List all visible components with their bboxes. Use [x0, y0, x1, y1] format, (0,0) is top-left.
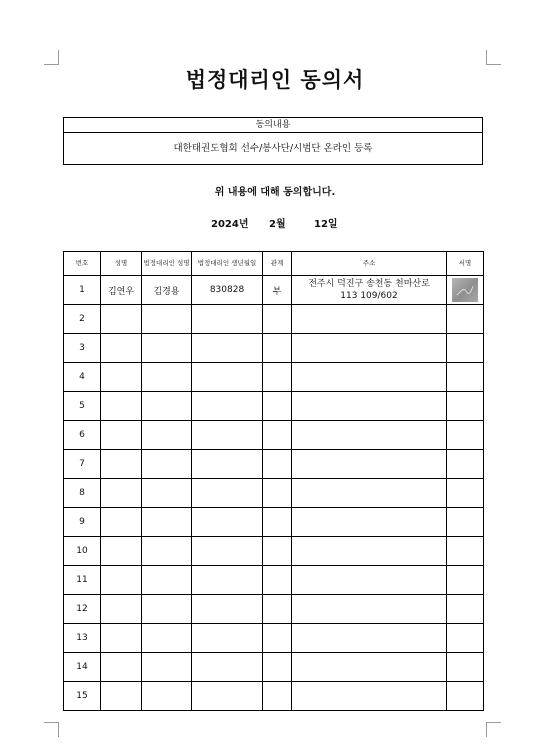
table-row [64, 537, 484, 566]
row-no-cell: 3 [64, 334, 101, 363]
table-row [64, 450, 484, 479]
signature-image [452, 278, 478, 302]
row-guardian-birth-cell [192, 392, 263, 421]
table-row [64, 334, 484, 363]
table-row [64, 363, 484, 392]
row-guardian-birth-cell [192, 537, 263, 566]
row-relation-cell [263, 653, 292, 682]
row-guardian-name-cell [142, 305, 192, 334]
row-guardian-name-cell [142, 363, 192, 392]
row-signature-cell [447, 334, 484, 363]
row-relation-cell [263, 537, 292, 566]
row-no-cell: 6 [64, 421, 101, 450]
row-name-cell [101, 305, 142, 334]
row-no-cell: 10 [64, 537, 101, 566]
row-guardian-name-cell [142, 334, 192, 363]
row-relation-cell [263, 305, 292, 334]
row-guardian-name-cell [142, 421, 192, 450]
row-guardian-birth-cell: 830828 [192, 276, 263, 305]
row-guardian-birth-cell [192, 682, 263, 711]
row-signature-cell [447, 624, 484, 653]
row-relation-cell: 부 [263, 276, 292, 305]
col-header-guardian-name: 법정대리인 성명 [142, 252, 192, 276]
row-name-cell [101, 682, 142, 711]
crop-mark-top-left [44, 50, 59, 65]
col-header-relation: 관계 [263, 252, 292, 276]
row-address-cell [292, 508, 447, 537]
col-header-signature: 서명 [447, 252, 484, 276]
table-row [64, 653, 484, 682]
row-guardian-name-cell [142, 653, 192, 682]
row-guardian-birth-cell [192, 450, 263, 479]
row-name-cell [101, 479, 142, 508]
col-header-address: 주소 [292, 252, 447, 276]
row-signature-cell [447, 392, 484, 421]
row-guardian-birth-cell [192, 566, 263, 595]
row-no-cell: 14 [64, 653, 101, 682]
date-year: 2024년 [211, 219, 249, 230]
row-address-cell [292, 392, 447, 421]
row-address-cell [292, 566, 447, 595]
row-name-cell [101, 421, 142, 450]
row-no-cell: 2 [64, 305, 101, 334]
row-no-cell: 13 [64, 624, 101, 653]
row-relation-cell [263, 392, 292, 421]
table-row [64, 566, 484, 595]
row-relation-cell [263, 479, 292, 508]
consent-box [63, 117, 483, 165]
row-signature-cell [447, 305, 484, 334]
consent-header: 동의내용 [64, 118, 482, 133]
row-name-cell [101, 334, 142, 363]
row-name-cell [101, 624, 142, 653]
table-row [64, 276, 484, 305]
row-guardian-name-cell [142, 566, 192, 595]
table-row [64, 595, 484, 624]
row-name-cell [101, 653, 142, 682]
row-signature-cell [447, 566, 484, 595]
row-name-cell [101, 566, 142, 595]
row-guardian-name-cell [142, 392, 192, 421]
row-no-cell: 15 [64, 682, 101, 711]
row-signature-cell [447, 421, 484, 450]
row-relation-cell [263, 450, 292, 479]
row-guardian-name-cell [142, 479, 192, 508]
row-signature-cell [447, 508, 484, 537]
row-no-cell: 11 [64, 566, 101, 595]
row-guardian-name-cell [142, 450, 192, 479]
row-signature-cell [447, 363, 484, 392]
row-name-cell [101, 537, 142, 566]
row-relation-cell [263, 624, 292, 653]
row-name-cell [101, 595, 142, 624]
row-no-cell: 1 [64, 276, 101, 305]
table-body [64, 276, 484, 711]
row-address-cell [292, 334, 447, 363]
row-signature-cell [447, 450, 484, 479]
row-name-cell [101, 508, 142, 537]
row-signature-cell [447, 537, 484, 566]
row-signature-cell [447, 276, 484, 305]
row-signature-cell [447, 479, 484, 508]
row-relation-cell [263, 508, 292, 537]
document-title: 법정대리인 동의서 [185, 68, 365, 92]
col-header-no: 번호 [64, 252, 101, 276]
guardian-table [63, 251, 484, 711]
row-address-cell [292, 537, 447, 566]
row-name-cell [101, 363, 142, 392]
table-row [64, 479, 484, 508]
row-no-cell: 8 [64, 479, 101, 508]
consent-body: 대한태권도협회 선수/봉사단/시범단 온라인 등록 [173, 143, 373, 154]
row-guardian-birth-cell [192, 334, 263, 363]
date-line [0, 215, 550, 229]
row-guardian-birth-cell [192, 624, 263, 653]
row-no-cell: 9 [64, 508, 101, 537]
agree-statement: 위 내용에 대해 동의합니다. [214, 187, 336, 198]
row-guardian-birth-cell [192, 479, 263, 508]
date-month: 2월 [269, 219, 286, 230]
row-name-cell [101, 450, 142, 479]
row-name-cell: 김연우 [101, 276, 142, 305]
row-address-cell [292, 363, 447, 392]
row-address-cell [292, 305, 447, 334]
address-line-2: 113 109/602 [340, 291, 398, 301]
row-relation-cell [263, 595, 292, 624]
row-address-cell [292, 653, 447, 682]
row-signature-cell [447, 682, 484, 711]
row-address-cell [292, 682, 447, 711]
row-guardian-birth-cell [192, 653, 263, 682]
row-guardian-birth-cell [192, 305, 263, 334]
col-header-guardian-birth: 법정대리인 생년월일 [192, 252, 263, 276]
table-row [64, 508, 484, 537]
row-relation-cell [263, 421, 292, 450]
table-row [64, 305, 484, 334]
row-guardian-name-cell [142, 537, 192, 566]
table-header-row [64, 252, 484, 276]
crop-mark-top-right [486, 50, 501, 65]
row-guardian-birth-cell [192, 421, 263, 450]
row-guardian-name-cell [142, 624, 192, 653]
crop-mark-bottom-left [44, 722, 59, 737]
row-guardian-name-cell [142, 595, 192, 624]
row-signature-cell [447, 653, 484, 682]
row-no-cell: 12 [64, 595, 101, 624]
crop-mark-bottom-right [486, 722, 501, 737]
row-address-cell [292, 624, 447, 653]
row-no-cell: 4 [64, 363, 101, 392]
row-name-cell [101, 392, 142, 421]
row-address-cell [292, 479, 447, 508]
row-signature-cell [447, 595, 484, 624]
row-guardian-birth-cell [192, 595, 263, 624]
row-address-cell [292, 450, 447, 479]
row-address-cell [292, 595, 447, 624]
date-day: 12일 [314, 219, 338, 230]
row-no-cell: 5 [64, 392, 101, 421]
row-guardian-birth-cell [192, 508, 263, 537]
row-guardian-name-cell [142, 682, 192, 711]
table-row [64, 392, 484, 421]
table-row [64, 421, 484, 450]
table-row [64, 682, 484, 711]
row-relation-cell [263, 363, 292, 392]
row-guardian-name-cell: 김경용 [142, 276, 192, 305]
row-relation-cell [263, 566, 292, 595]
row-relation-cell [263, 334, 292, 363]
col-header-name: 성명 [101, 252, 142, 276]
row-guardian-name-cell [142, 508, 192, 537]
table-row [64, 624, 484, 653]
row-address-cell [292, 421, 447, 450]
row-guardian-birth-cell [192, 363, 263, 392]
address-line-1: 전주시 덕진구 송천동 천마산로 [308, 279, 430, 289]
row-address-cell [292, 276, 447, 305]
row-no-cell: 7 [64, 450, 101, 479]
row-relation-cell [263, 682, 292, 711]
